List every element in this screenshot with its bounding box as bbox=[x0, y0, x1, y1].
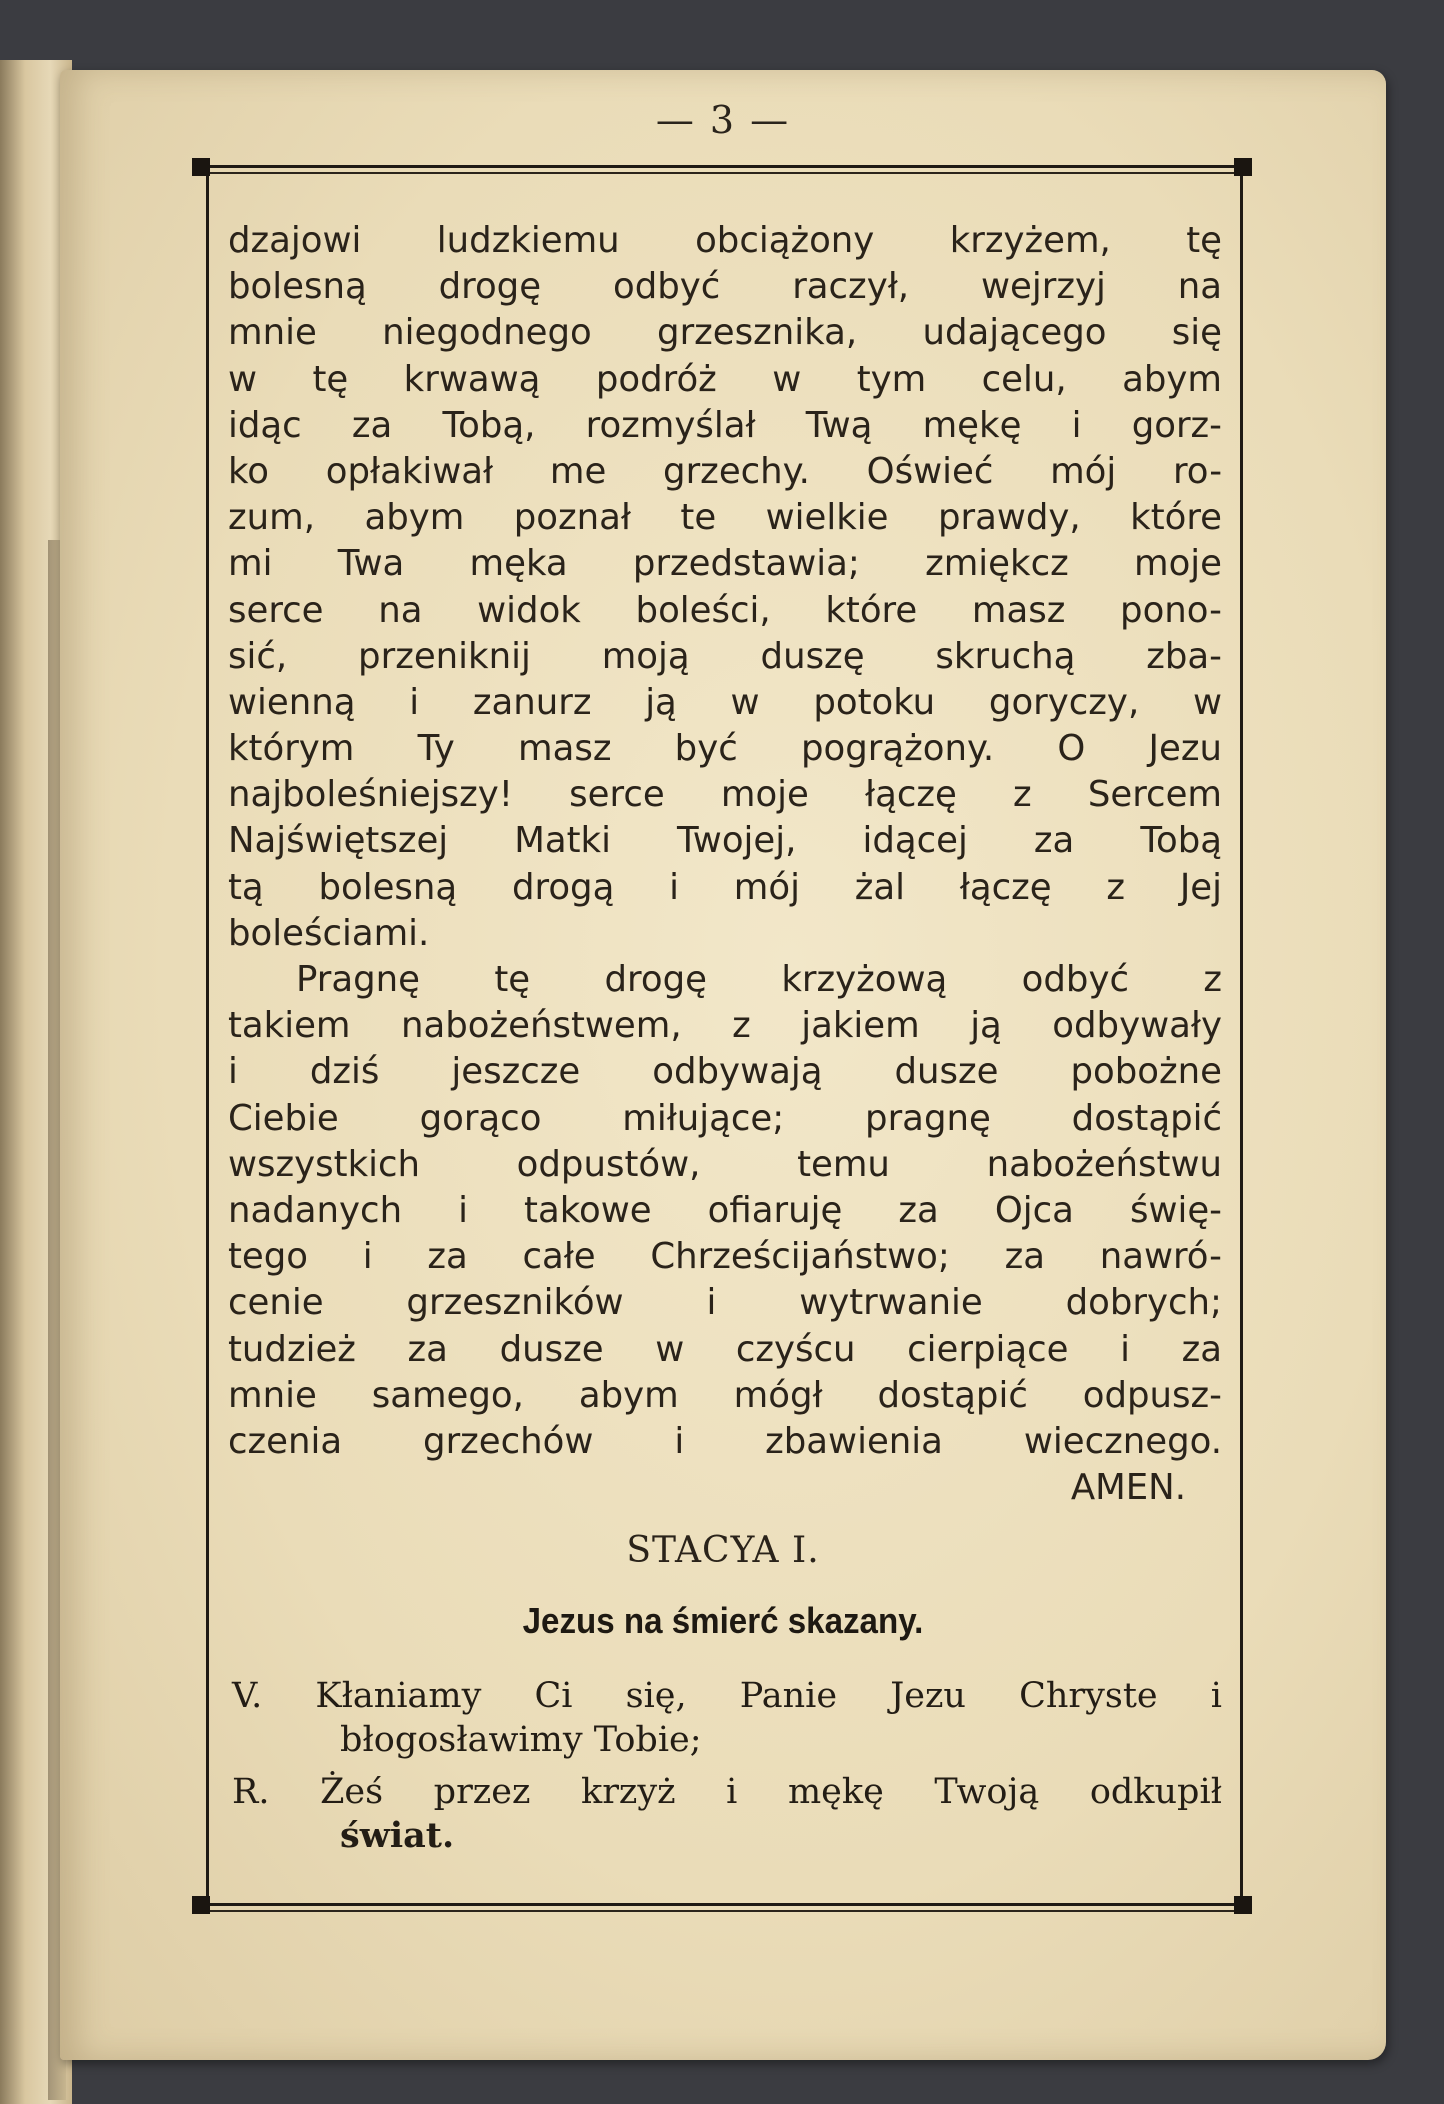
text-line: nadanych i takowe ofiaruję za Ojca świę- bbox=[228, 1189, 1222, 1231]
text-line: takiem nabożeństwem, z jakiem ją odbywały bbox=[228, 1005, 1222, 1047]
text-line: ko opłakiwał me grzechy. Oświeć mój ro- bbox=[228, 450, 1222, 492]
page-number: — 3 — bbox=[655, 98, 791, 142]
frame-bottom-rule bbox=[192, 1903, 1248, 1906]
text-line: mnie niegodnego grzesznika, udającego się bbox=[228, 312, 1222, 354]
frame-corner-ornament bbox=[192, 1896, 210, 1914]
prayer-text bbox=[228, 218, 1222, 1511]
frame-corner-ornament bbox=[1234, 1896, 1252, 1914]
text-line: czenia grzechów i zbawienia wiecznego. bbox=[228, 1420, 1222, 1462]
text-line: tego i za całe Chrześcijaństwo; za nawró- bbox=[228, 1236, 1222, 1278]
frame-corner-ornament bbox=[1234, 158, 1252, 176]
response bbox=[232, 1770, 1222, 1858]
versicle-line: V. Kłaniamy Ci się, Panie Jezu Chryste i bbox=[232, 1676, 1222, 1716]
station-title: STACYA I. bbox=[626, 1530, 820, 1571]
response-line: R. Żeś przez krzyż i mękę Twoją odkupił bbox=[232, 1772, 1222, 1812]
text-line: idąc za Tobą, rozmyślał Twą mękę i gorz- bbox=[228, 404, 1222, 446]
response-line: świat. bbox=[340, 1815, 455, 1856]
station-subtitle: Jezus na śmierć skazany. bbox=[522, 1600, 924, 1641]
versicle bbox=[232, 1674, 1222, 1762]
text-line: i dziś jeszcze odbywają dusze pobożne bbox=[228, 1051, 1222, 1093]
text-line: którym Ty masz być pogrążony. O Jezu bbox=[228, 728, 1222, 770]
text-line: w tę krwawą podróż w tym celu, abym bbox=[228, 358, 1222, 400]
text-line: tudzież za dusze w czyścu cierpiące i za bbox=[228, 1328, 1222, 1370]
text-line: dzajowi ludzkiemu obciążony krzyżem, tę bbox=[228, 220, 1222, 261]
text-line: serce na widok boleści, które masz pono- bbox=[228, 589, 1222, 631]
text-line: cenie grzeszników i wytrwanie dobrych; bbox=[228, 1282, 1222, 1324]
book-page bbox=[60, 70, 1386, 2060]
frame-top-rule bbox=[192, 165, 1248, 168]
text-line: wienną i zanurz ją w potoku goryczy, w bbox=[228, 681, 1222, 723]
text-line: sić, przeniknij moją duszę skruchą zba- bbox=[228, 635, 1222, 677]
versicle-line: błogosławimy Tobie; bbox=[340, 1720, 702, 1760]
text-line: mi Twa męka przedstawia; zmiękcz moje bbox=[228, 543, 1222, 585]
text-line: Pragnę tę drogę krzyżową odbyć z bbox=[296, 959, 1222, 1000]
text-line: Najświętszej Matki Twojej, idącej za Tobą bbox=[228, 820, 1222, 862]
text-line: bolesną drogę odbyć raczył, wejrzyj na bbox=[228, 266, 1222, 308]
text-line: boleściami. bbox=[228, 912, 430, 954]
frame-corner-ornament bbox=[192, 158, 210, 176]
text-line: Ciebie gorąco miłujące; pragnę dostąpić bbox=[228, 1097, 1222, 1139]
text-line: tą bolesną drogą i mój żal łączę z Jej bbox=[228, 866, 1222, 908]
text-line: mnie samego, abym mógł dostąpić odpusz- bbox=[228, 1374, 1222, 1416]
text-line: najboleśniejszy! serce moje łączę z Sercem bbox=[228, 774, 1222, 816]
text-line: zum, abym poznał te wielkie prawdy, które bbox=[228, 497, 1222, 539]
amen-line: AMEN. bbox=[1070, 1467, 1186, 1509]
text-line: wszystkich odpustów, temu nabożeństwu bbox=[228, 1143, 1222, 1185]
